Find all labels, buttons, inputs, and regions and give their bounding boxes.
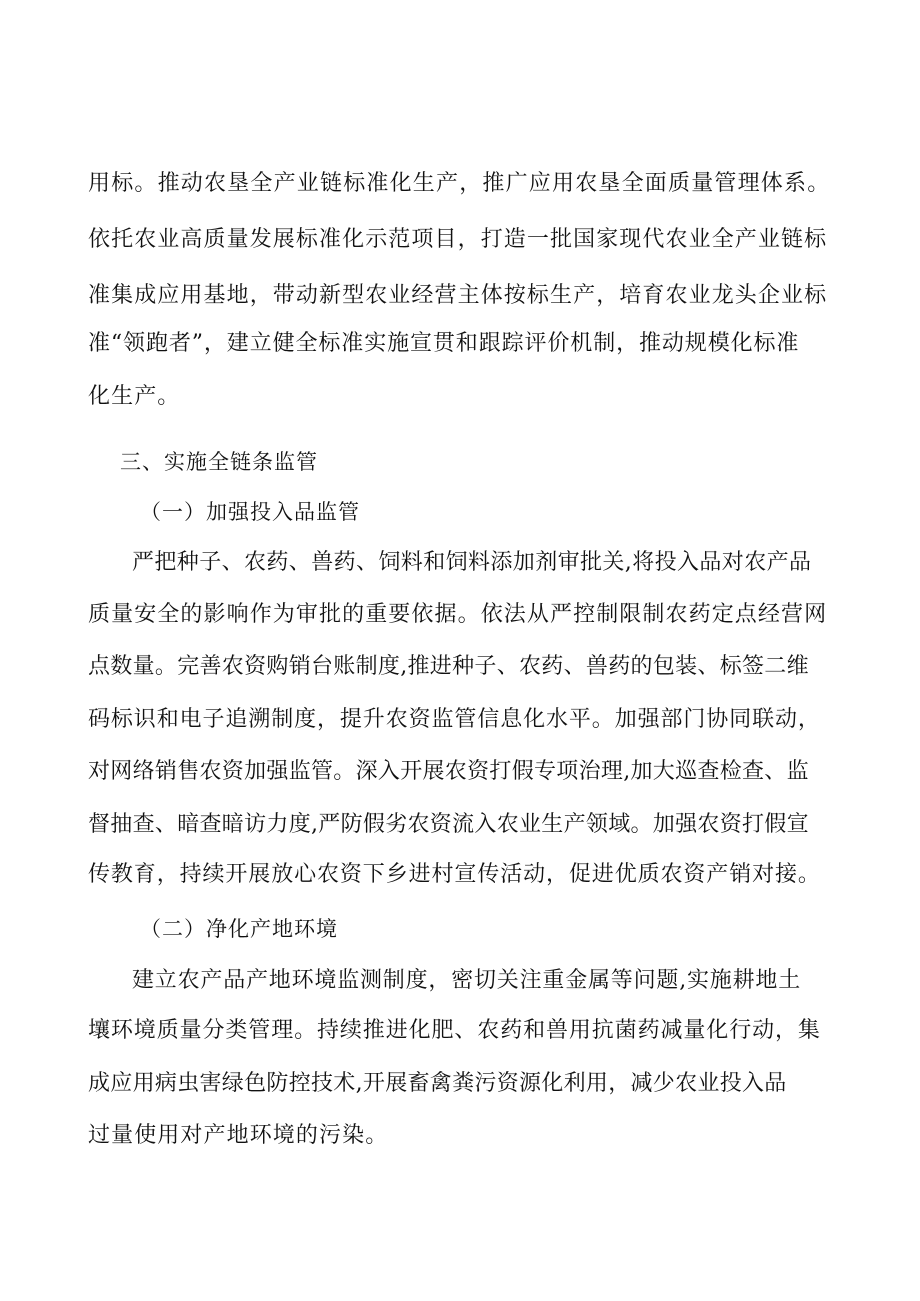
paragraph-line: 点数量。完善农资购销台账制度,推进种子、农药、兽药的包装、标签二维 bbox=[88, 654, 809, 679]
paragraph-line: 用标。推动农垦全产业链标准化生产，推广应用农垦全面质量管理体系。 bbox=[88, 171, 831, 196]
subsection-heading: （一）加强投入品监管 bbox=[140, 500, 360, 524]
section-heading: 三、实施全链条监管 bbox=[120, 450, 318, 474]
paragraph-line: 依托农业高质量发展标准化示范项目，打造一批国家现代农业全产业链标 bbox=[88, 227, 828, 252]
paragraph-line: 准“领跑者”，建立健全标准实施宣贯和跟踪评价机制，推动规模化标准 bbox=[88, 331, 800, 356]
paragraph-line: 壤环境质量分类管理。持续推进化肥、农药和兽用抗菌药减量化行动，集 bbox=[88, 1018, 821, 1043]
paragraph-line: 建立农产品产地环境监测制度，密切关注重金属等问题,实施耕地土 bbox=[132, 968, 801, 993]
paragraph-line: 督抽查、暗查暗访力度,严防假劣农资流入农业生产领域。加强农资打假宣 bbox=[88, 812, 809, 837]
paragraph-line: 过量使用对产地环境的污染。 bbox=[88, 1123, 389, 1148]
paragraph-line: 准集成应用基地，带动新型农业经营主体按标生产，培育农业龙头企业标 bbox=[88, 283, 828, 308]
paragraph-line: 对网络销售农资加强监管。深入开展农资打假专项治理,加大巡查检查、监 bbox=[88, 759, 809, 784]
paragraph-line: 成应用病虫害绿色防控技术,开展畜禽粪污资源化利用，减少农业投入品 bbox=[88, 1071, 787, 1096]
paragraph-line: 化生产。 bbox=[88, 384, 181, 409]
paragraph-line: 码标识和电子追溯制度，提升农资监管信息化水平。加强部门协同联动， bbox=[88, 707, 821, 732]
subsection-heading: （二）净化产地环境 bbox=[140, 917, 338, 941]
paragraph-line: 质量安全的影响作为审批的重要依据。依法从严控制限制农药定点经营网 bbox=[88, 602, 828, 627]
paragraph-line: 传教育，持续开展放心农资下乡进村宣传活动，促进优质农资产销对接。 bbox=[88, 862, 821, 887]
paragraph-line: 严把种子、农药、兽药、饲料和饲料添加剂审批关,将投入品对农产品 bbox=[132, 550, 812, 575]
